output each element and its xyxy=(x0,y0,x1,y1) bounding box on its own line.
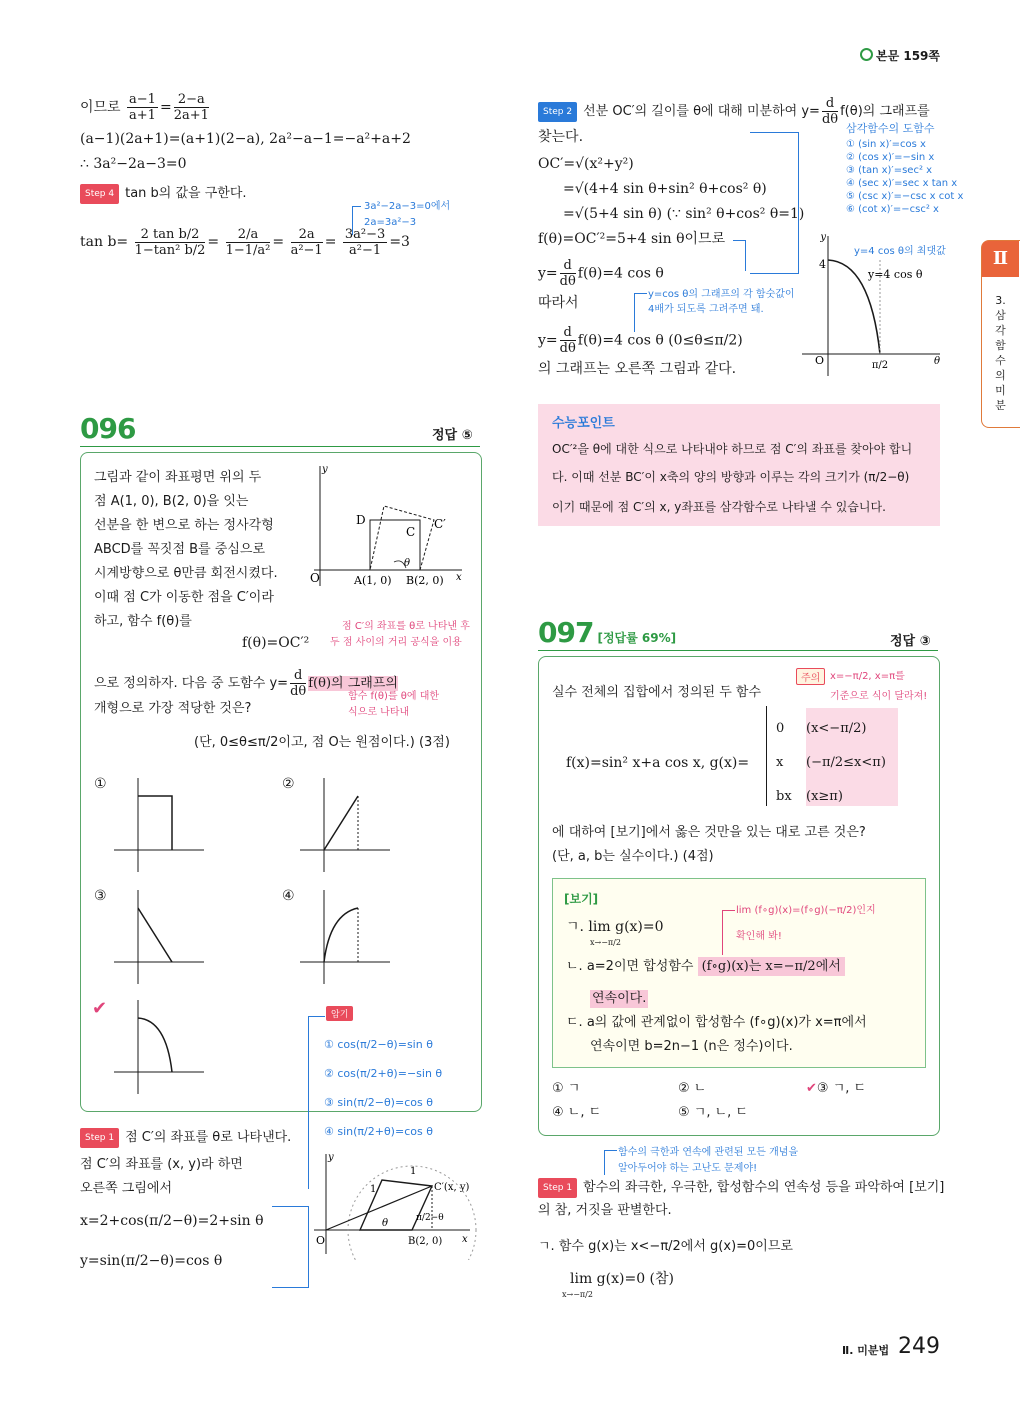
axis-label: O xyxy=(316,1234,326,1247)
chapter-roman: Ⅱ xyxy=(982,241,1019,277)
fraction: $\frac{\text{2 tan b/2}}{\text{1−tan² b/2}}$ xyxy=(134,226,206,258)
fraction: $\frac{2a}{\text{a²−1}}$ xyxy=(290,226,323,258)
choice-1: ① ㄱ xyxy=(552,1081,581,1096)
curve-label: y=4 cos θ xyxy=(868,268,923,281)
choice-graph-5 xyxy=(110,994,210,1104)
suneung-text: 다. 이때 선분 BC′이 x축의 양의 방향과 이루는 각의 크기가 (π/2−θ) xyxy=(552,470,910,484)
equation-line: (a−1)(2a+1)=(a+1)(2−a), 2a²−a−1=−a²+a+2 xyxy=(80,131,411,147)
point-label: C xyxy=(406,525,416,539)
derivative-line: y= $\frac{d}{d\theta}$ f(θ)=4 cos θ (0≤θ≤π/2) xyxy=(538,325,743,356)
choice-graph-3 xyxy=(110,884,210,994)
page-reference: 본문 159쪽 xyxy=(860,47,940,64)
rule xyxy=(538,650,938,651)
bogi-note: lim (f∘g)(x)=(f∘g)(−π/2)인지 xyxy=(736,905,876,916)
angle-label: π/2−θ xyxy=(416,1213,444,1223)
caution-note: 기준으로 식이 달라져! xyxy=(830,691,928,702)
memo-badge: 암기 xyxy=(326,1006,353,1021)
suneung-text: 이기 때문에 점 C′의 x, y좌표를 삼각함수로 나타낼 수 있습니다. xyxy=(552,500,886,514)
note-connector xyxy=(604,1150,617,1175)
fraction: $\frac{d}{d\theta}$ xyxy=(559,325,576,356)
bogi-note: 확인해 봐! xyxy=(736,931,782,942)
step2-heading: Step 2 선분 OC′의 길이를 θ에 대해 미분하여 y= $\frac{d}{d\theta}$ f(θ)의 그래프를 xyxy=(538,96,930,127)
choice-5: ⑤ ㄱ, ㄴ, ㄷ xyxy=(678,1105,748,1120)
bogi-item-2-cont: 연속이다. xyxy=(592,991,647,1006)
fraction: $\frac{2/a}{\text{1−1/a²}}$ xyxy=(225,226,271,258)
question-line: 으로 정의하자. 다음 중 도함수 y= $\frac{d}{d\theta}$ f(θ)의 그래프의 xyxy=(94,668,398,699)
square-figure xyxy=(306,462,476,592)
derivative-note-title: 삼각함수의 도함수 xyxy=(846,122,935,135)
equation-line: OC′=√(x²+y²) xyxy=(538,156,634,172)
hint-note: 함수 f(θ)를 θ에 대한 xyxy=(348,691,440,702)
condition-line: (단, a, b는 실수이다.) (4점) xyxy=(552,849,714,864)
bogi-title: [보기] xyxy=(564,892,599,906)
equation-line: f(θ)=OC′²=5+4 sin θ이므로 xyxy=(538,231,726,247)
hint-note: 식으로 나타내 xyxy=(348,707,410,718)
memo-list: ① cos(π/2−θ)=sin θ ② cos(π/2+θ)=−sin θ ③ sin(π/2−θ)=cos θ ④ sin(π/2+θ)=cos θ xyxy=(324,1038,443,1138)
choice-label-1: ① xyxy=(94,776,107,792)
fraction: $\frac{2-a}{2a+1}$ xyxy=(173,92,209,123)
fraction: $\frac{d}{d\theta}$ xyxy=(821,96,839,127)
axis-label: x xyxy=(456,572,462,583)
choice-label-5 xyxy=(92,998,107,1019)
note-connector xyxy=(733,240,746,271)
suneung-title: 수능포인트 xyxy=(552,416,615,431)
equation-line: =√(4+4 sin θ+sin² θ+cos² θ) xyxy=(563,181,767,197)
definition-line: f(θ)=OC′² xyxy=(242,635,310,651)
axis-label: y xyxy=(322,464,328,475)
note-connector xyxy=(722,910,735,955)
note-connector xyxy=(750,132,799,274)
answer-label: 정답 ③ xyxy=(890,634,931,649)
choice-graph-1 xyxy=(110,772,210,882)
graph-note: 4배가 되도록 그려주면 돼. xyxy=(648,304,764,315)
question-line: 실수 전체의 집합에서 정의된 두 함수 xyxy=(552,685,762,700)
side-note: 2a=3a²−3 xyxy=(364,217,417,228)
bogi-item-1: ㄱ. lim g(x)=0 xyxy=(566,919,664,935)
axis-label: O xyxy=(310,571,320,585)
fraction: $\frac{a-1}{a+1}$ xyxy=(129,92,156,123)
page-number: 249 xyxy=(898,1334,940,1359)
caution-badge: 주의 xyxy=(796,668,825,685)
point-label: C′(x, y) xyxy=(434,1182,470,1193)
difficulty-note: 알아두어야 하는 고난도 문제야! xyxy=(618,1163,758,1174)
step1-heading: Step 1 점 C′의 좌표를 θ로 나타낸다. xyxy=(80,1128,291,1148)
point-label: B(2, 0) xyxy=(408,1236,443,1247)
condition-line: (단, 0≤θ≤π/2이고, 점 O는 원점이다.) (3점) xyxy=(194,735,450,750)
axis-label: 4 xyxy=(819,258,826,271)
length-label: 1 xyxy=(410,1166,417,1177)
fraction: $\frac{\text{3a²−3}}{\text{a²−1}}$ xyxy=(344,226,386,258)
step-badge: Step 2 xyxy=(538,102,577,122)
axis-label: y xyxy=(328,1152,334,1163)
case-list: 0 (x<−π/2) x (−π/2≤x<π) bx (x≥π) xyxy=(776,721,886,804)
problem-number: 096 xyxy=(80,412,136,445)
axis-label: O xyxy=(814,354,824,367)
footer-section: Ⅱ. 미분법 xyxy=(842,1344,890,1357)
angle-label: θ xyxy=(382,1218,389,1229)
solution-line: ㄱ. 함수 g(x)는 x<−π/2에서 g(x)=0이므로 xyxy=(538,1239,793,1254)
axis-label: π/2 xyxy=(871,360,889,371)
ratio-line: 이므로 $\frac{a-1}{a+1}$ = $\frac{2-a}{2a+1}$ xyxy=(80,92,209,123)
step1-heading: Step 1 함수의 좌극한, 우극한, 합성함수의 연속성 등을 파악하여 [보기] xyxy=(538,1178,944,1198)
equation-line: x=2+cos(π/2−θ)=2+sin θ xyxy=(80,1213,264,1229)
max-note: y=4 cos θ의 최댓값 xyxy=(854,246,946,257)
derivative-note-list: ① (sin x)′=cos x ② (cos x)′=−sin x ③ (tan x)′=sec² x ④ (sec x)′=sec x tan x ⑤ (csc x)′=−csc x cot x ⑥ (cot x)′=−csc² x xyxy=(846,139,964,215)
chapter-tab xyxy=(981,240,1020,428)
check-mark-icon: ✔ xyxy=(92,998,108,1019)
problem-number: 097 [정답률 69%] xyxy=(538,616,677,649)
question-line: 개형으로 가장 적당한 것은? xyxy=(94,701,252,716)
equation-line: y=sin(π/2−θ)=cos θ xyxy=(80,1253,223,1269)
text-line: 오른쪽 그림에서 xyxy=(80,1181,173,1196)
angle-label: θ xyxy=(404,558,411,569)
suneung-text: OC′²을 θ에 대한 식으로 나타내야 하므로 점 C′의 좌표를 찾아야 합니 xyxy=(552,442,913,456)
step-badge: Step 4 xyxy=(80,184,119,204)
step4-heading: Step 4 tan b의 값을 구한다. xyxy=(80,184,247,204)
problem-096-text: 그림과 같이 좌표평면 위의 두 점 A(1, 0), B(2, 0)을 잇는 선분을 한 변으로 하는 정사각형 ABCD를 꼭짓점 B를 중심으로 시계방향으로 θ만큼 회전시켰다. 이때 점 C가 이동한 점을 C′이라 하고, 함수 f(θ)를 xyxy=(94,470,278,629)
solution-sub: x→−π/2 xyxy=(562,1290,593,1299)
bogi-item-2: ㄴ. a=2이면 합성함수 (f∘g)(x)는 x=−π/2에서 xyxy=(566,958,845,976)
choice-2: ② ㄴ xyxy=(678,1081,707,1096)
axis-label: x xyxy=(462,1234,468,1245)
axis-label: y xyxy=(820,232,826,243)
hint-note: 두 점 사이의 거리 공식을 이용 xyxy=(330,637,462,648)
text-line: 점 C′의 좌표를 (x, y)라 하면 xyxy=(80,1157,243,1172)
choice-label-4: ④ xyxy=(282,888,295,904)
case-brace xyxy=(766,706,773,806)
bogi-item-3: ㄷ. a의 값에 관계없이 합성함수 (f∘g)(x)가 x=π에서 xyxy=(566,1015,867,1030)
circle-icon xyxy=(860,48,873,61)
choice-3: ✔③ ㄱ, ㄷ xyxy=(806,1081,867,1096)
caution-note: x=−π/2, x=π를 xyxy=(830,671,905,682)
equation-line: ∴ 3a²−2a−3=0 xyxy=(80,156,187,172)
graph-note: y=cos θ의 그래프의 각 함숫값이 xyxy=(648,289,795,300)
point-label: A(1, 0) xyxy=(354,574,392,587)
point-label: D xyxy=(356,513,366,527)
point-label: B(2, 0) xyxy=(406,574,444,587)
choice-graph-2 xyxy=(296,772,396,882)
tan-equation: tan b= $\frac{\text{2 tan b/2}}{\text{1−tan² b/2}}$ = $\frac{2/a}{\text{1−1/a²}}$ = $\frac{2a}{\text{a²−1}}$ = $\frac{\text{3a²−3}}{\text{a²−1}}$ =3 xyxy=(80,226,410,258)
text-line: 의 참, 거짓을 판별한다. xyxy=(538,1203,672,1218)
cos-graph xyxy=(800,228,950,378)
choice-4: ④ ㄴ, ㄷ xyxy=(552,1105,602,1120)
step-badge: Step 1 xyxy=(80,1128,119,1148)
hint-note: 점 C′의 좌표를 θ로 나타낸 후 xyxy=(342,621,470,632)
function-line: f(x)=sin² x+a cos x, g(x)= xyxy=(566,755,750,771)
fraction: $\frac{d}{d\theta}$ xyxy=(559,258,576,289)
bogi-item-3-cont: 연속이면 b=2n−1 (n은 정수)이다. xyxy=(590,1039,793,1054)
point-label: C′ xyxy=(434,517,446,531)
rule xyxy=(80,446,480,447)
note-connector xyxy=(634,293,647,332)
chapter-title: 3. 삼 각 함 수 의 미 분 xyxy=(995,294,1006,412)
answer-label: 정답 ⑤ xyxy=(432,428,473,443)
solution-line: lim g(x)=0 (참) xyxy=(570,1271,674,1287)
check-mark-icon: ✔ xyxy=(806,1081,817,1096)
question-line: 에 대하여 [보기]에서 옳은 것만을 있는 대로 고른 것은? xyxy=(552,825,866,840)
fraction: $\frac{d}{d\theta}$ xyxy=(290,668,307,699)
text-line: 따라서 xyxy=(538,295,579,311)
bogi-item-1-sub: x→−π/2 xyxy=(590,938,621,947)
rotation-figure xyxy=(312,1150,492,1260)
text-line: 의 그래프는 오른쪽 그림과 같다. xyxy=(538,361,737,377)
choice-graph-4 xyxy=(296,884,396,994)
axis-label: θ xyxy=(934,356,941,367)
equation-line: =√(5+4 sin θ) (∵ sin² θ+cos² θ=1) xyxy=(563,206,805,222)
choice-label-2: ② xyxy=(282,776,295,792)
length-label: 1 xyxy=(370,1184,377,1195)
step-badge: Step 1 xyxy=(538,1178,577,1198)
side-note: 3a²−2a−3=0에서 xyxy=(364,201,451,212)
difficulty-note: 함수의 극한과 연속에 관련된 모든 개념을 xyxy=(618,1147,799,1158)
eq-highlight-box xyxy=(272,1206,309,1288)
derivative-line: y= $\frac{d}{d\theta}$ f(θ)=4 cos θ xyxy=(538,258,664,289)
text-line: 찾는다. xyxy=(538,129,584,145)
choice-label-3: ③ xyxy=(94,888,107,904)
